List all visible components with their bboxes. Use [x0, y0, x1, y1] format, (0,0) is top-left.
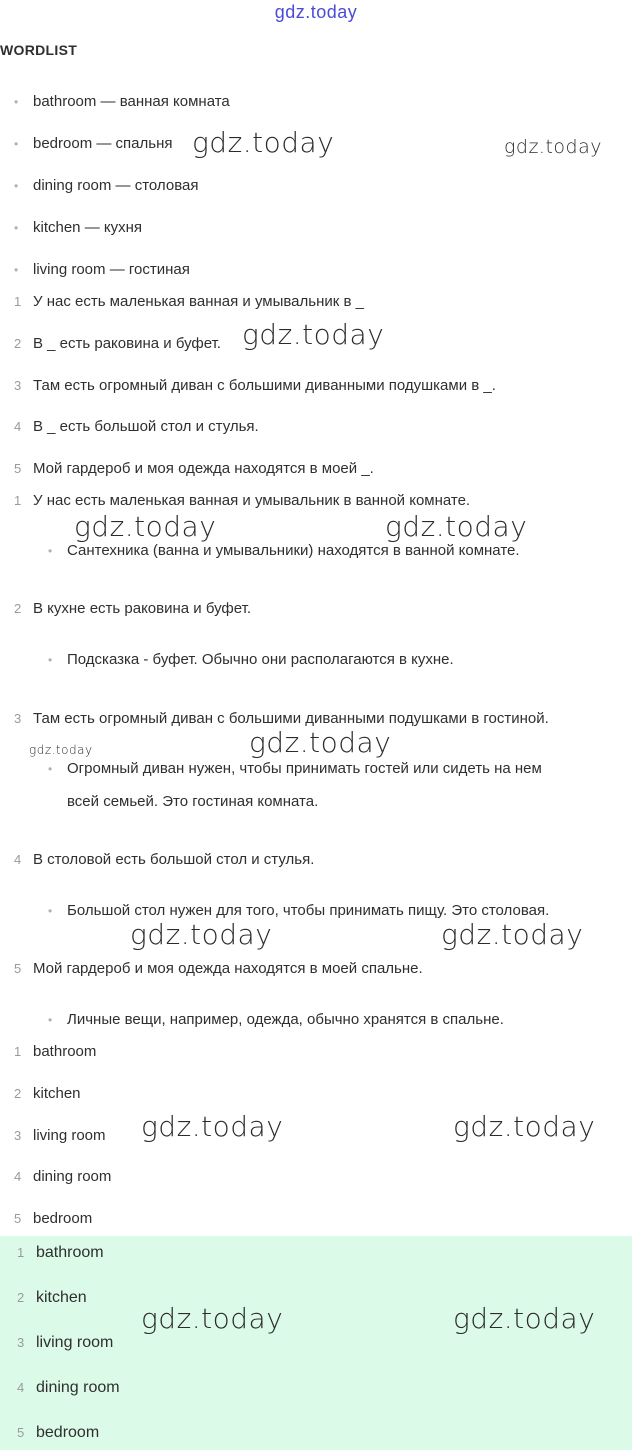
- bullet-icon: •: [48, 653, 53, 667]
- list-item: • dining room — столовая: [14, 175, 198, 197]
- list-item: • living room — гостиная: [14, 259, 190, 281]
- answer-short: 4 dining room: [14, 1168, 112, 1185]
- hint-item: • Подсказка - буфет. Обычно они располагаются в кухне.: [48, 649, 454, 671]
- answer-item: 2 В кухне есть раковина и буфет.: [14, 600, 251, 617]
- answer-short: 5 bedroom: [14, 1210, 93, 1227]
- watermark: gdz.today: [192, 126, 335, 159]
- exercise-item: 1 У нас есть маленькая ванная и умывальник в _: [14, 293, 364, 310]
- answer-item: 5 Мой гардероб и моя одежда находятся в моей спальне.: [14, 960, 423, 977]
- bullet-icon: •: [14, 179, 19, 193]
- answer-short: 1 bathroom: [14, 1043, 97, 1060]
- answer-final: 1 bathroom: [17, 1244, 104, 1261]
- answer-short: 2 kitchen: [14, 1085, 81, 1102]
- bullet-icon: •: [48, 904, 53, 918]
- answer-item: 3 Там есть огромный диван с большими диванными подушками в гостиной.: [14, 710, 549, 727]
- answer-short: 3 living room: [14, 1127, 106, 1144]
- watermark: gdz.today: [453, 1110, 596, 1143]
- answer-item: 4 В столовой есть большой стол и стулья.: [14, 851, 315, 868]
- exercise-item: 4 В _ есть большой стол и стулья.: [14, 418, 259, 435]
- watermark: gdz.today: [29, 743, 93, 757]
- exercise-item: 2 В _ есть раковина и буфет.: [14, 335, 221, 352]
- bullet-icon: •: [48, 544, 53, 558]
- watermark: gdz.today: [242, 318, 385, 351]
- list-item: • bathroom — ванная комната: [14, 91, 230, 113]
- watermark: gdz.today: [130, 918, 273, 951]
- watermark: gdz.today: [385, 510, 528, 543]
- list-item: • kitchen — кухня: [14, 217, 142, 239]
- page-title: WORDLIST: [0, 42, 78, 58]
- hint-item-continued: всей семьей. Это гостиная комната.: [67, 793, 319, 810]
- watermark: gdz.today: [74, 510, 217, 543]
- watermark: gdz.today: [141, 1110, 284, 1143]
- watermark: gdz.today: [274, 2, 358, 22]
- bullet-icon: •: [14, 263, 19, 277]
- watermark: gdz.today: [249, 726, 392, 759]
- hint-item: • Большой стол нужен для того, чтобы принимать пищу. Это столовая.: [48, 900, 549, 922]
- watermark: gdz.today: [504, 136, 602, 158]
- watermark: gdz.today: [141, 1302, 284, 1335]
- bullet-icon: •: [48, 762, 53, 776]
- answer-final: 5 bedroom: [17, 1424, 100, 1441]
- hint-item: • Сантехника (ванна и умывальники) находятся в ванной комнате.: [48, 540, 520, 562]
- exercise-item: 3 Там есть огромный диван с большими диванными подушками в _.: [14, 377, 496, 394]
- answer-final: 2 kitchen: [17, 1289, 87, 1306]
- answer-final: 3 living room: [17, 1334, 114, 1351]
- answer-item: 1 У нас есть маленькая ванная и умывальник в ванной комнате.: [14, 492, 471, 509]
- watermark: gdz.today: [453, 1302, 596, 1335]
- list-item: • bedroom — спальня: [14, 133, 172, 155]
- answer-highlight-box: [0, 1236, 632, 1450]
- hint-item: • Личные вещи, например, одежда, обычно хранятся в спальне.: [48, 1009, 504, 1031]
- hint-item: • Огромный диван нужен, чтобы принимать гостей или сидеть на нем: [48, 758, 542, 780]
- bullet-icon: •: [14, 137, 19, 151]
- exercise-item: 5 Мой гардероб и моя одежда находятся в моей _.: [14, 460, 374, 477]
- bullet-icon: •: [14, 221, 19, 235]
- answer-final: 4 dining room: [17, 1379, 120, 1396]
- bullet-icon: •: [14, 95, 19, 109]
- watermark: gdz.today: [441, 918, 584, 951]
- bullet-icon: •: [48, 1013, 53, 1027]
